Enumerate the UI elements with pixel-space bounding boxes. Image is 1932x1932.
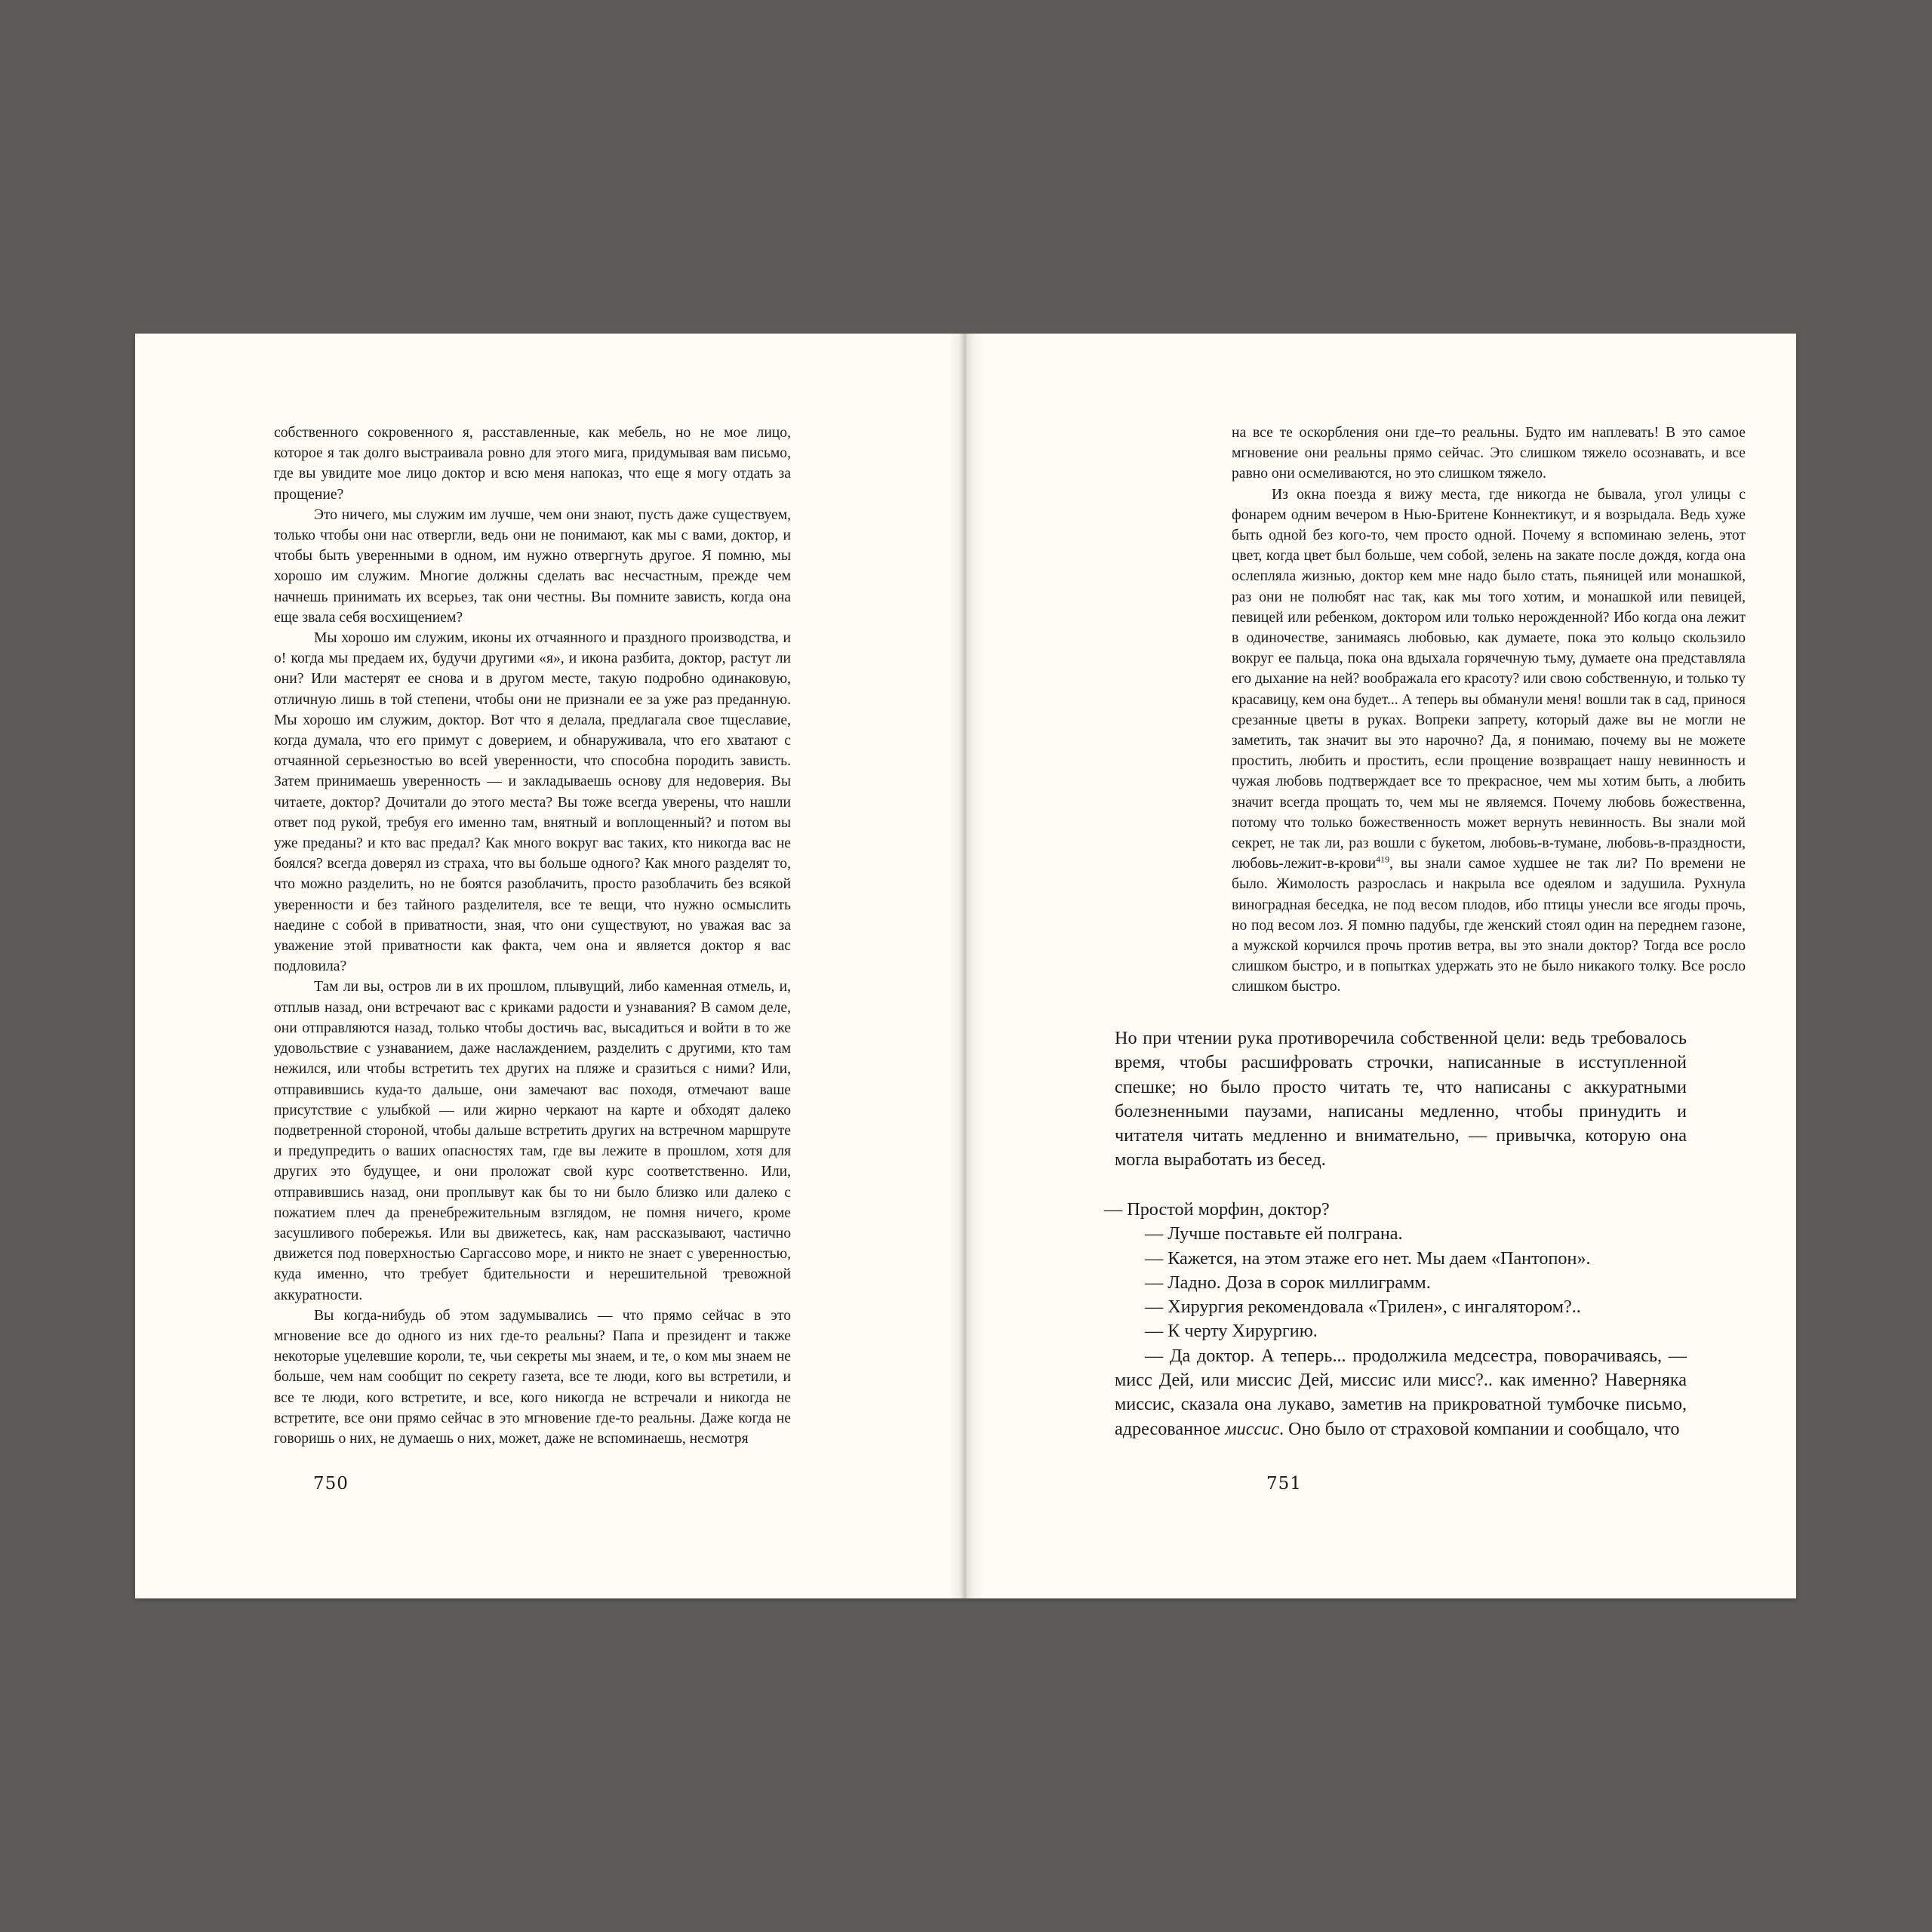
paragraph bbox=[1232, 485, 1746, 998]
paragraph: Это ничего, мы служим им лучше, чем они знают, пусть даже существуем, только чтобы они нас отвергли, ведь они не понимают, как мы с вами, доктор, и чтобы быть уверенными в одном, им нужно отвергнуть другое. Я помню, мы хорошо им служим. Многие должны сделать вас несчастным, прежде чем начнешь принимать их всерьез, так они честны. Вы помните зависть, когда она еще звала себя восхищением? bbox=[274, 506, 791, 626]
paragraph-text: — Да доктор. А теперь... продолжила медсестра, поворачиваясь, — мисс Дей, или миссис Дей, миссис или мисс?.. как именно? Наверняка миссис, сказала она лукаво, заметив на прикроватной тумбочке письмо, адресованное bbox=[1115, 1345, 1687, 1439]
dialogue-line: — Простой морфин, доктор? bbox=[1104, 1199, 1330, 1220]
dialogue-line: — Лучше поставьте ей полграна. bbox=[1145, 1223, 1403, 1244]
dialogue-block bbox=[1104, 1198, 1687, 1441]
italic-word: миссис bbox=[1225, 1418, 1280, 1439]
page-number: 750 bbox=[313, 1474, 349, 1494]
paragraph-text: Из окна поезда я вижу места, где никогда не бывала, угол улицы с фонарем одним вечером в Нью-Бритене Коннектикут, и я возрыдала. Ведь хуже быть одной без кого-то, чем просто одной. Почему я вспоминаю зелень, этот цвет, когда цвет был больше, чем собой, зелень на закате после дождя, когда она ослепляла жизнью, доктор кем мне надо было стать, пьяницей или монашкой, раз они не полюбят нас так, как мы того хотим, и монашкой или певицей, певицей или ребенком, доктором или только нерожденной? Ибо когда она лежит в одиночестве, занимаясь любовью, как думаете, пока это кольцо скользило вокруг ее пальца, пока она вдыхала горячечную тьму, думаете она представляла его дыхание на ней? воображала его красоту? или свою собственную, и только ту красавицу, кем она будет... А теперь вы обманули меня! вошли так в сад, принося срезанные цветы в руках. Вопреки запрету, который даже вы не могли не заметить, так значит вы это нарочно? Да, я понимаю, почему вы не можете простить, любить и простить, если прощение возвращает нашу невинность и чужая любовь подтверждает все то прекрасное, чем мы хотим быть, а любить значит всегда прощать то, чем мы не являемся. Почему любовь божественна, потому что только божественность может вернуть невинность. Вы знали мой секрет, не так ли, раз вошли с букетом, любовь-в-тумане, любовь-в-праздности, любовь-лежит-в-крови bbox=[1232, 486, 1746, 872]
paragraph: Мы хорошо им служим, иконы их отчаянного и праздного производства, и о! когда мы предаем их, будучи другими «я», и икона разбита, доктор, растут ли они? Или мастерят ее снова и в другом месте, такую подробно одинаковую, отличную лишь в той степени, чтобы они не признали ее за уже раз преданную. Мы хорошо им служим, доктор. Вот что я делала, предлагала свое тщеславие, когда думала, что его примут с доверием, и обнаруживала, что его хватают с отчаянной серьезностью во всей уверенности, что способна породить зависть. Затем принимаешь уверенность — и закладываешь основу для недоверия. Вы читаете, доктор? Дочитали до этого места? Вы тоже всегда уверены, что нашли ответ под рукой, требуя его именно там, внятный и воплощенный? и потом вы уже преданы? и кто вас предал? Как много вокруг вас таких, кто никогда вас не боялся? всегда доверял из страха, что вы больше одного? Как много разделят то, что можно разделить, но не боятся разоблачить, просто разоблачить без всякой уверенности и без тайного разделителя, все те вещи, что нужно осмыслить наедине с собой в приватности, зная, что они существуют, но уважая вас за уважение этой приватности как факта, чем она и является доктор я вас подловила? bbox=[274, 630, 791, 975]
footnote-ref[interactable]: 419 bbox=[1376, 854, 1390, 865]
dialogue-line bbox=[1115, 1344, 1687, 1441]
dialogue-line: — К черту Хирургию. bbox=[1145, 1321, 1318, 1342]
dialogue-line: — Ладно. Доза в сорок миллиграмм. bbox=[1145, 1272, 1431, 1293]
right-page-quote bbox=[1232, 423, 1746, 998]
paragraph-text: . Оно было от страховой компании и сообщало, что bbox=[1279, 1418, 1680, 1439]
paragraph: на все те оскорбления они где–то реальны. Будто им наплевать! В это самое мгновение они реальны прямо сейчас. Это слишком тяжело осознавать, и все равно они осмеливаются, но это слишком тяжело. bbox=[1232, 425, 1746, 482]
right-page-narrative bbox=[1115, 1026, 1687, 1173]
dialogue-line: — Хирургия рекомендовала «Трилен», с ингалятором?.. bbox=[1145, 1297, 1581, 1318]
dialogue-line: — Кажется, на этом этаже его нет. Мы даем «Пантопон». bbox=[1145, 1247, 1591, 1269]
book-gutter bbox=[949, 334, 983, 1598]
paragraph: собственного сокровенного я, расставленные, как мебель, но не мое лицо, которое я так долго выстраивала ровно для этого мига, придумывая вам письмо, где вы увидите мое лицо доктор и всю меня напоказ, что еще я могу отдать за прощение? bbox=[274, 425, 791, 503]
page-number: 751 bbox=[1266, 1474, 1302, 1494]
paragraph: Но при чтении рука противоречила собственной цели: ведь требовалось время, чтобы расшифровать строчки, написанные в исступленной спешке; но было просто читать те, что написаны с аккуратными болезненными паузами, написаны медленно, чтобы принудить и читателя читать медленно и внимательно, — привычка, которую она могла выработать из бесед. bbox=[1115, 1028, 1687, 1171]
paragraph-text: , вы знали самое худшее не так ли? По времени не было. Жимолость разрослась и накрыла все одеялом и задушила. Рухнула виноградная беседка, не под весом плодов, ибо птицы унесли все ягоды прочь, но под весом лоз. Я помню падубы, где женский стоял один на переднем газоне, а мужской корчился прочь против ветра, вы это знали доктор? Тогда все росло слишком быстро, и в попытках удержать это не было никакого толку. Все росло слишком быстро. bbox=[1232, 856, 1746, 995]
left-page-text bbox=[274, 423, 791, 1449]
book-spread bbox=[135, 334, 1796, 1598]
paragraph: Там ли вы, остров ли в их прошлом, плывущий, либо каменная отмель, и, отплыв назад, они встречают вас с криками радости и узнавания? В самом деле, они отправляются назад, только чтобы достичь вас, высадиться и войти в то же удовольствие с узнаванием, даже наслаждением, разделить с другими, кто там нежился, или чтобы встретить тех других на пляже и сразиться с ними? Или, отправившись куда-то дальше, они замечают вас походя, отмечают ваше присутствие с улыбкой — или жирно черкают на карте и обходят далеко подветренной стороной, чтобы дальше встретить других на встречном маршруте и предупредить о ваших опасностях там, где вы лежите в прошлом, хотя для других это будущее, и они проложат свой курс соответственно. Или, отправившись назад, они проплывут как бы то ни было близко или далеко с пожатием плеч да пренебрежительным взглядом, не помня ничего, кроме засушливого побережья. Или вы движетесь, как, нам рассказывают, частично движется под поверхностью Саргассово море, и никто не знает с уверенностью, куда именно, что требует бдительности и нерешительной тревожной аккуратности. bbox=[274, 979, 791, 1303]
left-page bbox=[135, 334, 965, 1598]
paragraph: Вы когда-нибудь об этом задумывались — что прямо сейчас в это мгновение все до одного из них где-то реальны? Папа и президент и также некоторые уцелевшие короли, те, чьи секреты мы знаем, и те, о ком мы знаем не больше, чем нам сообщит по секрету газета, все те люди, кого вы встретили, и все те люди, кого встретите, и все, кого никогда не встречали и никогда не встретите, все они прямо сейчас в это мгновение где-то реальны. Даже когда не говоришь о них, не думаешь о них, может, даже не вспоминаешь, несмотря bbox=[274, 1307, 791, 1447]
right-page bbox=[965, 334, 1796, 1598]
